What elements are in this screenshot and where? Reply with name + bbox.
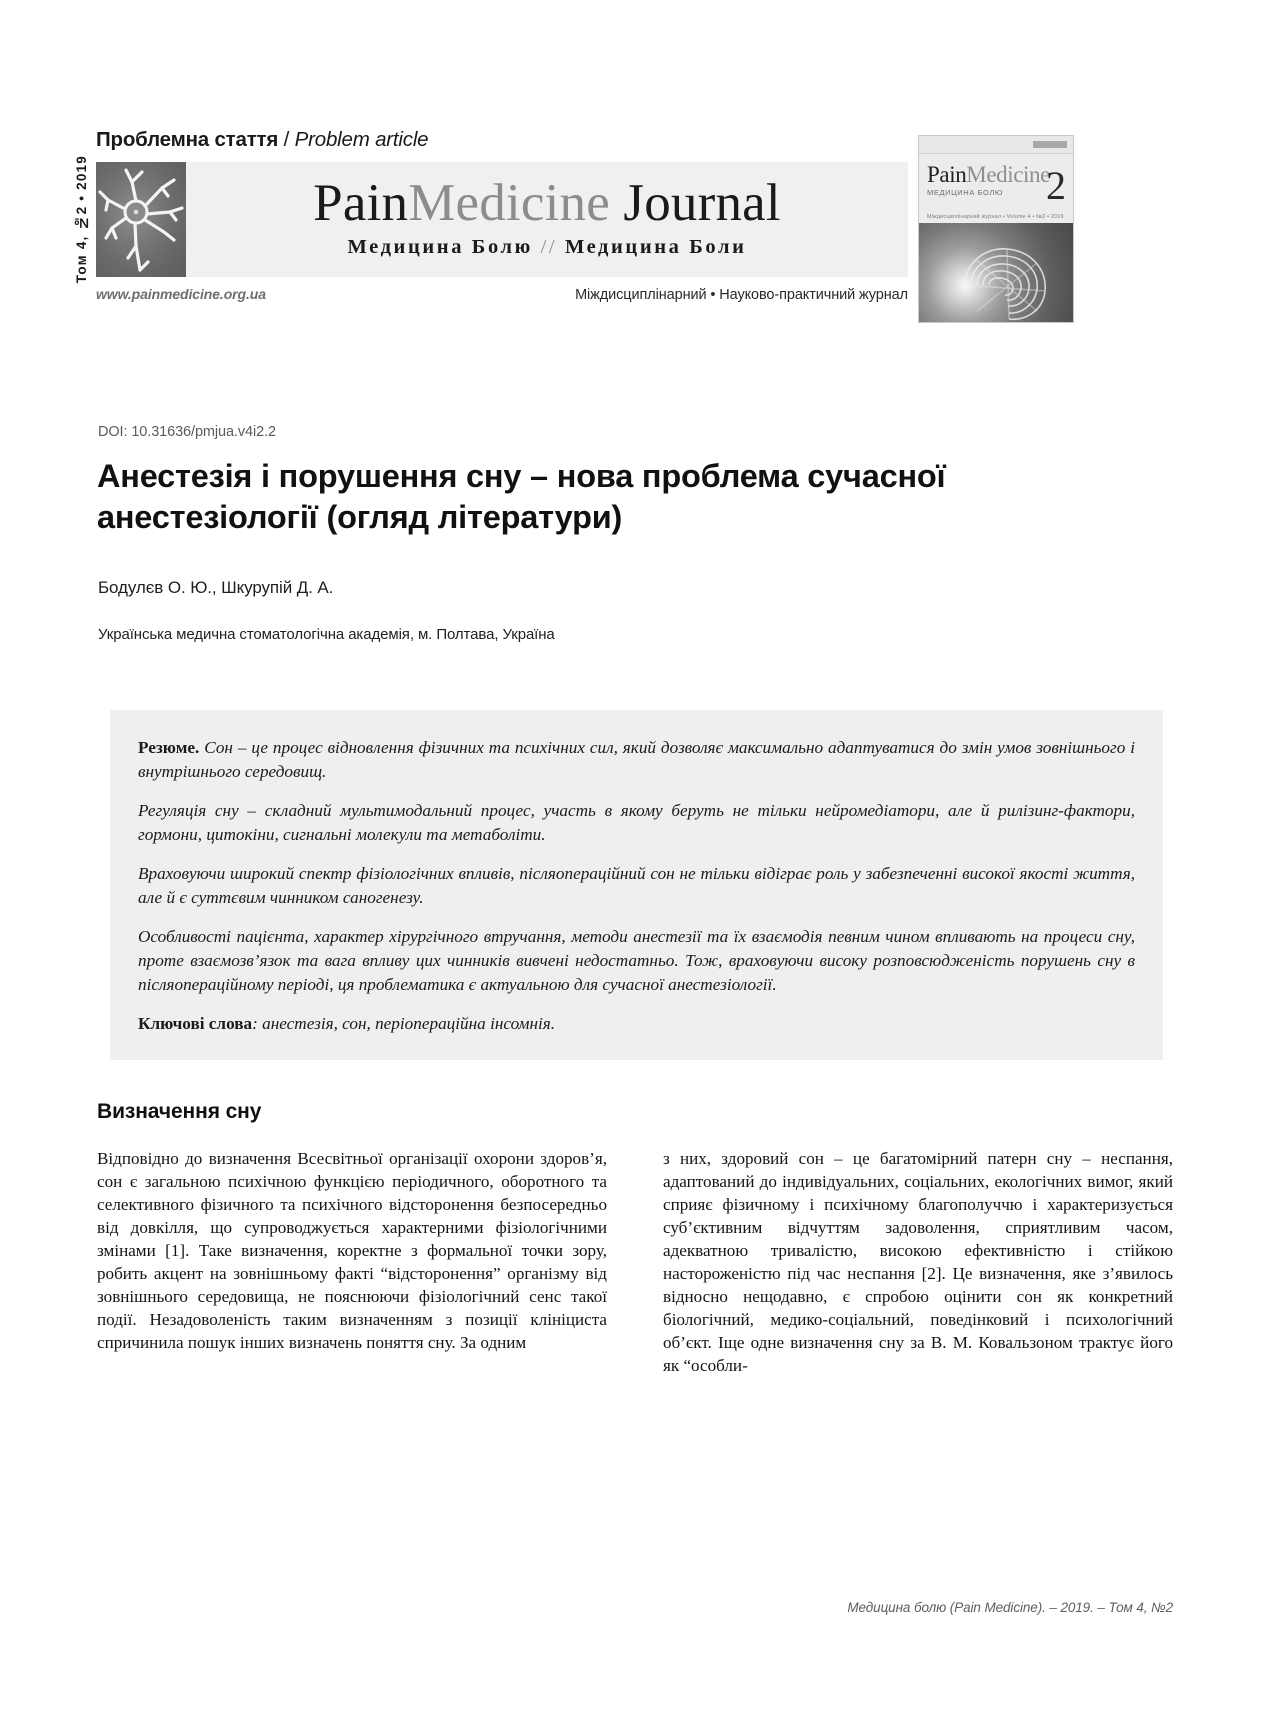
issue-cover-thumbnail	[918, 135, 1074, 323]
abstract-paragraph-4: Особливості пацієнта, характер хірургічного втручання, методи анестезії та їх взаємодія певним чином впливають на процеси сну, проте взаємозв’язок та вага впливу цих чинників вивчені недостатньо. Тож, враховуючи високу розповсюдженість порушень сну в післяопераційному періоді, ця проблематика є актуальною для сучасної анестезіології.	[138, 926, 1135, 995]
cover-branding	[919, 154, 1073, 212]
cover-title-pain: Pain	[927, 162, 967, 187]
journal-title	[313, 173, 781, 232]
abstract-paragraph-2: Регуляція сну – складний мультимодальний процес, участь в якому беруть не тільки нейромедіатори, але й рилізинг-фактори, гормони, цитокіни, сигнальні молекули та метаболіти.	[138, 800, 1135, 845]
journal-website-link[interactable]: www.painmedicine.org.ua	[96, 286, 266, 302]
abstract-paragraph-3: Враховуючи широкий спектр фізіологічних впливів, післяопераційний сон не тільки відіграє роль у забезпеченні високої якості життя, але й є суттєвим чинником саногенезу.	[138, 863, 1135, 908]
masthead-footline	[96, 286, 908, 303]
kicker-separator: /	[278, 128, 295, 151]
journal-title-medicine: Medicine	[408, 173, 610, 232]
abstract-box	[110, 710, 1163, 1060]
abstract-p1-text: Сон – це процес відновлення фізичних та психічних сил, який дозволяє максимально адаптуватися до змін умов зовнішнього і внутрішнього середовищ.	[138, 738, 1135, 782]
journal-sub-med-ua: Медицина	[347, 236, 465, 259]
nautilus-shell-icon	[919, 223, 1073, 323]
cover-title-medicine: Medicine	[966, 162, 1050, 187]
kicker-english: Problem article	[294, 128, 429, 151]
abstract-keywords	[138, 1012, 1135, 1036]
keywords-value: : анестезія, сон, періопераційна інсомнія.	[252, 1013, 556, 1033]
abstract-lead-label: Резюме.	[138, 738, 200, 757]
cover-issue-number: 2	[1046, 163, 1066, 208]
section-heading: Визначення сну	[97, 1100, 262, 1123]
body-paragraph-right: з них, здоровий сон – це багатомірний патерн сну – неспання, адаптований до індивідуальних, соціальних, екологічних вимог, який сприяє фізичному і психічному благополуччю і характеризується суб’єктивним відчуттям задоволення, сприятливим часом, адекватною тривалістю, високою ефективністю і стійкою настороженістю під час неспання [2]. Це визначення, яке з’явилось відносно нещодавно, є спробою оцінити сон як конкретний біологічний, медико-соціальний, поведінковий і психологічний об’єкт. Іще одне визначення сну за В. М. Ковальзоном трактує його як “особли-	[663, 1149, 1173, 1375]
neuron-icon	[96, 162, 186, 277]
journal-sub-med-ru: Медицина	[564, 236, 682, 259]
keywords-label: Ключові слова	[138, 1013, 253, 1033]
journal-sub-bolyu: Болю	[464, 236, 533, 259]
page-title: Анестезія і порушення сну – нова проблема сучасної анестезіології (огляд літератури)	[97, 458, 946, 535]
journal-tagline: Міждисциплінарний • Науково-практичний журнал	[575, 287, 908, 303]
body-column-right	[663, 1148, 1173, 1378]
journal-title-pain: Pain	[313, 173, 409, 232]
body-paragraph-left: Відповідно до визначення Всесвітньої організації охорони здоров’я, сон є загальною психічною функцією періодичного, оборотного та селективного фізичного та психічного відсторонення безпосередньо від довкілля, що супроводжується характерними фізіологічними змінами [1]. Таке визначення, коректне з формальної точки зору, робить акцент на зовнішньому факті “відсторонення” організму від зовнішнього середовища, не пояснюючи фізіологічний сенс такої події. Незадоволеність таким визначенням з позиції клініциста спричинила пошук інших визначень поняття сну. За одним	[97, 1149, 607, 1352]
body-column-left	[97, 1148, 607, 1378]
kicker-ukrainian: Проблемна стаття	[96, 128, 279, 151]
doi-text[interactable]: DOI: 10.31636/pmjua.v4i2.2	[98, 424, 276, 440]
page-footer: Медицина болю (Pain Medicine). – 2019. – Том 4, №2	[847, 1600, 1173, 1615]
body-columns	[97, 1148, 1173, 1378]
abstract-paragraph-1	[138, 736, 1135, 785]
cover-journal-title	[927, 163, 1065, 186]
journal-subtitle	[347, 236, 746, 259]
volume-label	[68, 155, 94, 284]
cover-subtitle: МЕДИЦИНА БОЛЮ	[927, 188, 1004, 197]
journal-sub-slashes: //	[532, 236, 565, 259]
journal-title-journal: Journal	[609, 173, 781, 232]
cover-header-strip	[919, 136, 1073, 154]
cover-meta-line: Міждисциплінарний журнал • Volume 4 • №2 • 2019	[919, 212, 1073, 223]
journal-masthead	[73, 155, 908, 284]
journal-sub-boli: Боли	[681, 236, 747, 259]
article-authors: Бодулєв О. Ю., Шкурупій Д. А.	[98, 578, 334, 597]
masthead-titles	[186, 162, 908, 277]
article-affiliation: Українська медична стоматологічна академія, м. Полтава, Україна	[98, 626, 555, 643]
volume-label-text: Том 4, №2 • 2019	[73, 155, 89, 284]
